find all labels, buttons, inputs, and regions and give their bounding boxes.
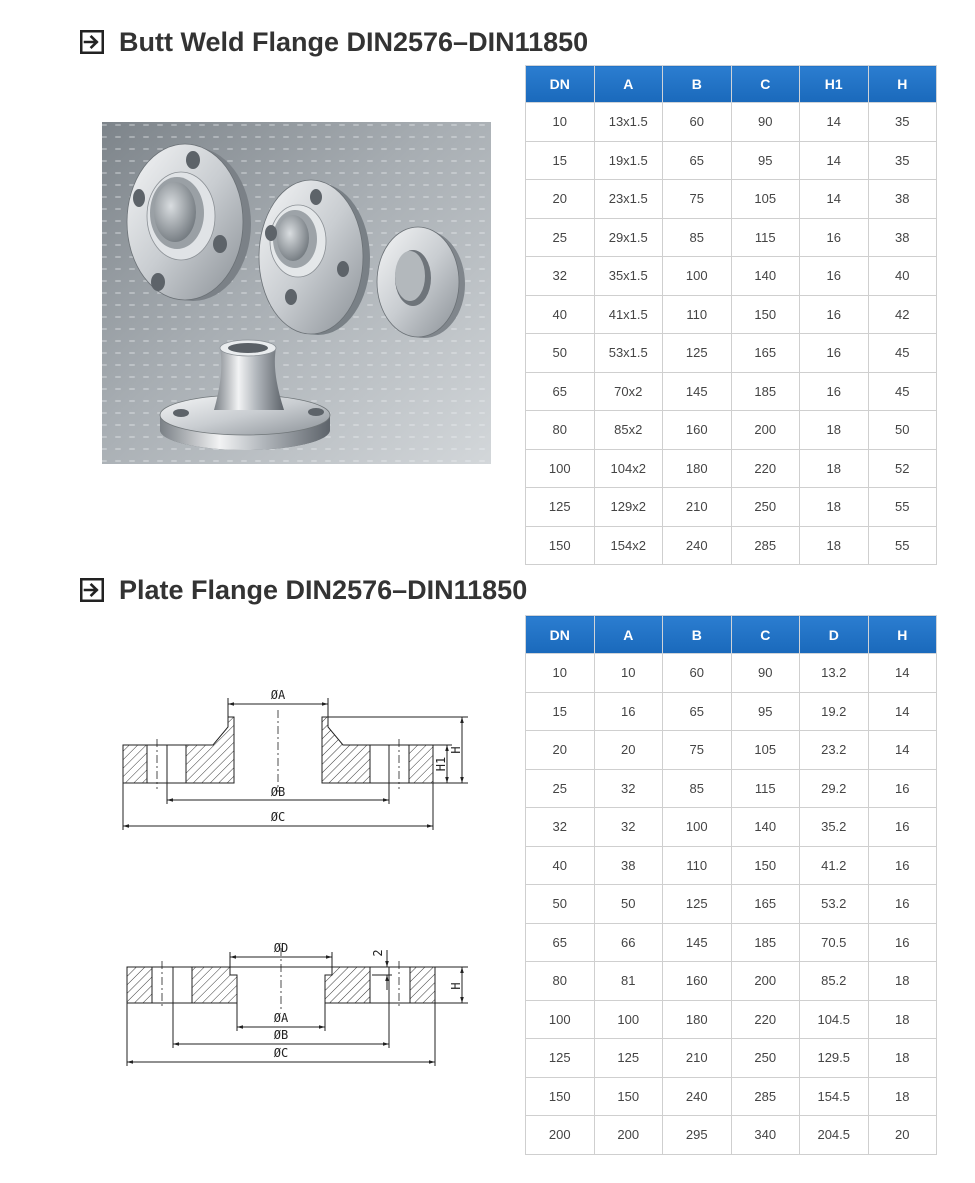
column-header-h1: H1 [800,66,869,103]
table-cell-h1: 16 [800,218,869,257]
table-cell-h1: 18 [800,526,869,565]
table-cell-c: 140 [731,808,800,847]
table-row [526,526,937,565]
column-header-h: H [868,616,937,654]
table-cell-a: 32 [594,808,663,847]
table-cell-b: 210 [663,1039,732,1078]
table-cell-d: 154.5 [800,1077,869,1116]
label-dia-b: ØB [273,1028,289,1042]
table-cell-c: 95 [731,692,800,731]
table-cell-b: 240 [663,526,732,565]
flange-product-photo [102,122,491,464]
table-cell-a: 66 [594,923,663,962]
table-cell-c: 95 [731,141,800,180]
table-cell-a: 16 [594,692,663,731]
column-header-h: H [868,66,937,103]
table-cell-c: 250 [731,488,800,527]
table-cell-h1: 16 [800,257,869,296]
column-header-c: C [731,66,800,103]
table-cell-dn: 150 [526,526,595,565]
table-cell-b: 100 [663,808,732,847]
table-row [526,1000,937,1039]
table-cell-dn: 200 [526,1116,595,1155]
table-cell-a: 100 [594,1000,663,1039]
section-title-butt-weld [80,27,640,60]
table-cell-b: 75 [663,180,732,219]
table-cell-dn: 100 [526,449,595,488]
table-cell-b: 60 [663,103,732,142]
table-cell-h: 55 [868,526,937,565]
table-row [526,411,937,450]
table-cell-h: 55 [868,488,937,527]
table-row [526,295,937,334]
table-cell-dn: 80 [526,962,595,1001]
table-cell-dn: 50 [526,885,595,924]
table-cell-h1: 14 [800,180,869,219]
label-dia-b: ØB [270,785,286,799]
boxed-arrow-icon [80,30,104,54]
table-row [526,692,937,731]
table-cell-a: 23x1.5 [594,180,663,219]
column-header-b: B [663,616,732,654]
table-cell-dn: 25 [526,218,595,257]
table-cell-a: 29x1.5 [594,218,663,257]
column-header-c: C [731,616,800,654]
table-cell-b: 180 [663,1000,732,1039]
table-cell-h: 38 [868,180,937,219]
table-cell-a: 35x1.5 [594,257,663,296]
table-cell-a: 19x1.5 [594,141,663,180]
table-cell-b: 125 [663,334,732,373]
plate-flange-drawing [110,935,480,1075]
table-row [526,769,937,808]
table-cell-c: 105 [731,180,800,219]
table-cell-b: 145 [663,372,732,411]
table-cell-dn: 10 [526,654,595,693]
label-dia-a: ØA [273,1011,289,1025]
table-row [526,103,937,142]
table-cell-d: 70.5 [800,923,869,962]
table-cell-h1: 14 [800,141,869,180]
table-cell-c: 165 [731,334,800,373]
table-cell-a: 32 [594,769,663,808]
table-cell-dn: 65 [526,923,595,962]
table-cell-d: 41.2 [800,846,869,885]
table-row [526,449,937,488]
label-h1: H1 [434,756,448,772]
page-title: Butt Weld Flange DIN2576–DIN11850 [119,27,589,57]
table-cell-b: 210 [663,488,732,527]
table-cell-dn: 32 [526,808,595,847]
table-row [526,180,937,219]
table-row [526,488,937,527]
table-cell-c: 140 [731,257,800,296]
table-cell-h: 16 [868,846,937,885]
table-row [526,808,937,847]
table-row [526,731,937,770]
table-header-row [526,66,937,103]
table-cell-d: 53.2 [800,885,869,924]
table-row [526,218,937,257]
table-cell-h: 35 [868,103,937,142]
table-cell-d: 204.5 [800,1116,869,1155]
label-dia-c: ØC [273,1046,289,1060]
table-cell-dn: 125 [526,488,595,527]
table-cell-b: 160 [663,962,732,1001]
table-cell-d: 85.2 [800,962,869,1001]
table-row [526,923,937,962]
table-cell-h: 14 [868,692,937,731]
table-cell-dn: 50 [526,334,595,373]
table-row [526,1039,937,1078]
table-cell-h1: 14 [800,103,869,142]
table-cell-a: 85x2 [594,411,663,450]
table-cell-b: 295 [663,1116,732,1155]
table-cell-d: 129.5 [800,1039,869,1078]
table-cell-a: 50 [594,885,663,924]
table-cell-h1: 18 [800,411,869,450]
table-cell-b: 65 [663,141,732,180]
table-cell-b: 110 [663,295,732,334]
table-row [526,1116,937,1155]
table-cell-a: 125 [594,1039,663,1078]
table-cell-c: 200 [731,411,800,450]
table-row [526,141,937,180]
table-cell-c: 115 [731,218,800,257]
table-cell-h: 18 [868,1039,937,1078]
table-cell-d: 35.2 [800,808,869,847]
table-cell-b: 180 [663,449,732,488]
table-cell-b: 85 [663,769,732,808]
table-cell-h: 20 [868,1116,937,1155]
table-cell-dn: 20 [526,180,595,219]
butt-weld-flange-table [525,65,937,565]
table-cell-b: 100 [663,257,732,296]
table-cell-c: 285 [731,1077,800,1116]
table-cell-h: 50 [868,411,937,450]
table-cell-a: 154x2 [594,526,663,565]
table-cell-h: 38 [868,218,937,257]
table-cell-h: 16 [868,769,937,808]
label-h: H [449,746,463,754]
table-cell-c: 340 [731,1116,800,1155]
weld-neck-flange-drawing [110,680,480,840]
table-cell-a: 81 [594,962,663,1001]
table-cell-dn: 100 [526,1000,595,1039]
table-cell-a: 53x1.5 [594,334,663,373]
table-cell-h: 35 [868,141,937,180]
column-header-d: D [800,616,869,654]
flange-large [127,144,251,301]
label-dia-d: ØD [273,941,289,955]
table-row [526,1077,937,1116]
label-h: H [449,982,463,990]
table-cell-c: 90 [731,103,800,142]
table-cell-b: 85 [663,218,732,257]
table-cell-c: 200 [731,962,800,1001]
table-cell-a: 13x1.5 [594,103,663,142]
table-cell-b: 110 [663,846,732,885]
table-cell-h1: 18 [800,488,869,527]
table-cell-a: 20 [594,731,663,770]
table-cell-h: 16 [868,885,937,924]
table-cell-d: 29.2 [800,769,869,808]
table-cell-h1: 16 [800,372,869,411]
section-title-plate [80,575,640,608]
table-cell-c: 115 [731,769,800,808]
table-cell-b: 145 [663,923,732,962]
label-dia-c: ØC [270,810,286,824]
table-cell-a: 200 [594,1116,663,1155]
table-cell-d: 19.2 [800,692,869,731]
table-cell-c: 150 [731,295,800,334]
table-cell-h: 16 [868,923,937,962]
table-cell-c: 150 [731,846,800,885]
table-row [526,962,937,1001]
section-heading: Plate Flange DIN2576–DIN11850 [119,575,528,605]
table-cell-a: 70x2 [594,372,663,411]
table-cell-h: 14 [868,654,937,693]
column-header-a: A [594,616,663,654]
table-cell-dn: 20 [526,731,595,770]
table-cell-a: 129x2 [594,488,663,527]
table-cell-a: 104x2 [594,449,663,488]
table-cell-h: 52 [868,449,937,488]
plate-flange-table [525,615,937,1155]
table-header-row [526,616,937,654]
table-cell-dn: 125 [526,1039,595,1078]
table-cell-c: 250 [731,1039,800,1078]
table-row [526,846,937,885]
table-cell-h1: 16 [800,295,869,334]
table-cell-b: 125 [663,885,732,924]
table-cell-c: 105 [731,731,800,770]
table-cell-h: 40 [868,257,937,296]
table-cell-c: 220 [731,1000,800,1039]
table-cell-d: 13.2 [800,654,869,693]
table-cell-c: 285 [731,526,800,565]
table-cell-b: 60 [663,654,732,693]
table-cell-b: 75 [663,731,732,770]
boxed-arrow-icon [80,578,104,602]
table-cell-h: 14 [868,731,937,770]
table-cell-dn: 15 [526,692,595,731]
table-cell-c: 90 [731,654,800,693]
table-cell-h1: 18 [800,449,869,488]
table-cell-h1: 16 [800,334,869,373]
table-cell-b: 240 [663,1077,732,1116]
table-cell-dn: 40 [526,846,595,885]
table-cell-h: 16 [868,808,937,847]
column-header-dn: DN [526,616,595,654]
table-cell-b: 65 [663,692,732,731]
table-cell-h: 18 [868,1077,937,1116]
table-cell-dn: 40 [526,295,595,334]
table-row [526,372,937,411]
table-cell-a: 41x1.5 [594,295,663,334]
table-cell-h: 42 [868,295,937,334]
table-cell-d: 23.2 [800,731,869,770]
table-cell-d: 104.5 [800,1000,869,1039]
table-cell-a: 150 [594,1077,663,1116]
column-header-dn: DN [526,66,595,103]
table-cell-h: 18 [868,1000,937,1039]
label-recess-depth: 2 [371,949,385,957]
table-cell-c: 185 [731,372,800,411]
table-cell-dn: 15 [526,141,595,180]
table-cell-h: 18 [868,962,937,1001]
table-cell-dn: 10 [526,103,595,142]
table-cell-c: 165 [731,885,800,924]
table-cell-h: 45 [868,334,937,373]
table-row [526,654,937,693]
label-dia-a: ØA [270,688,286,702]
table-cell-b: 160 [663,411,732,450]
table-cell-dn: 80 [526,411,595,450]
table-cell-a: 38 [594,846,663,885]
table-cell-dn: 150 [526,1077,595,1116]
table-row [526,334,937,373]
table-cell-dn: 25 [526,769,595,808]
table-cell-h: 45 [868,372,937,411]
table-cell-a: 10 [594,654,663,693]
table-cell-dn: 65 [526,372,595,411]
table-cell-dn: 32 [526,257,595,296]
table-cell-c: 185 [731,923,800,962]
column-header-b: B [663,66,732,103]
table-row [526,257,937,296]
column-header-a: A [594,66,663,103]
table-cell-c: 220 [731,449,800,488]
table-row [526,885,937,924]
